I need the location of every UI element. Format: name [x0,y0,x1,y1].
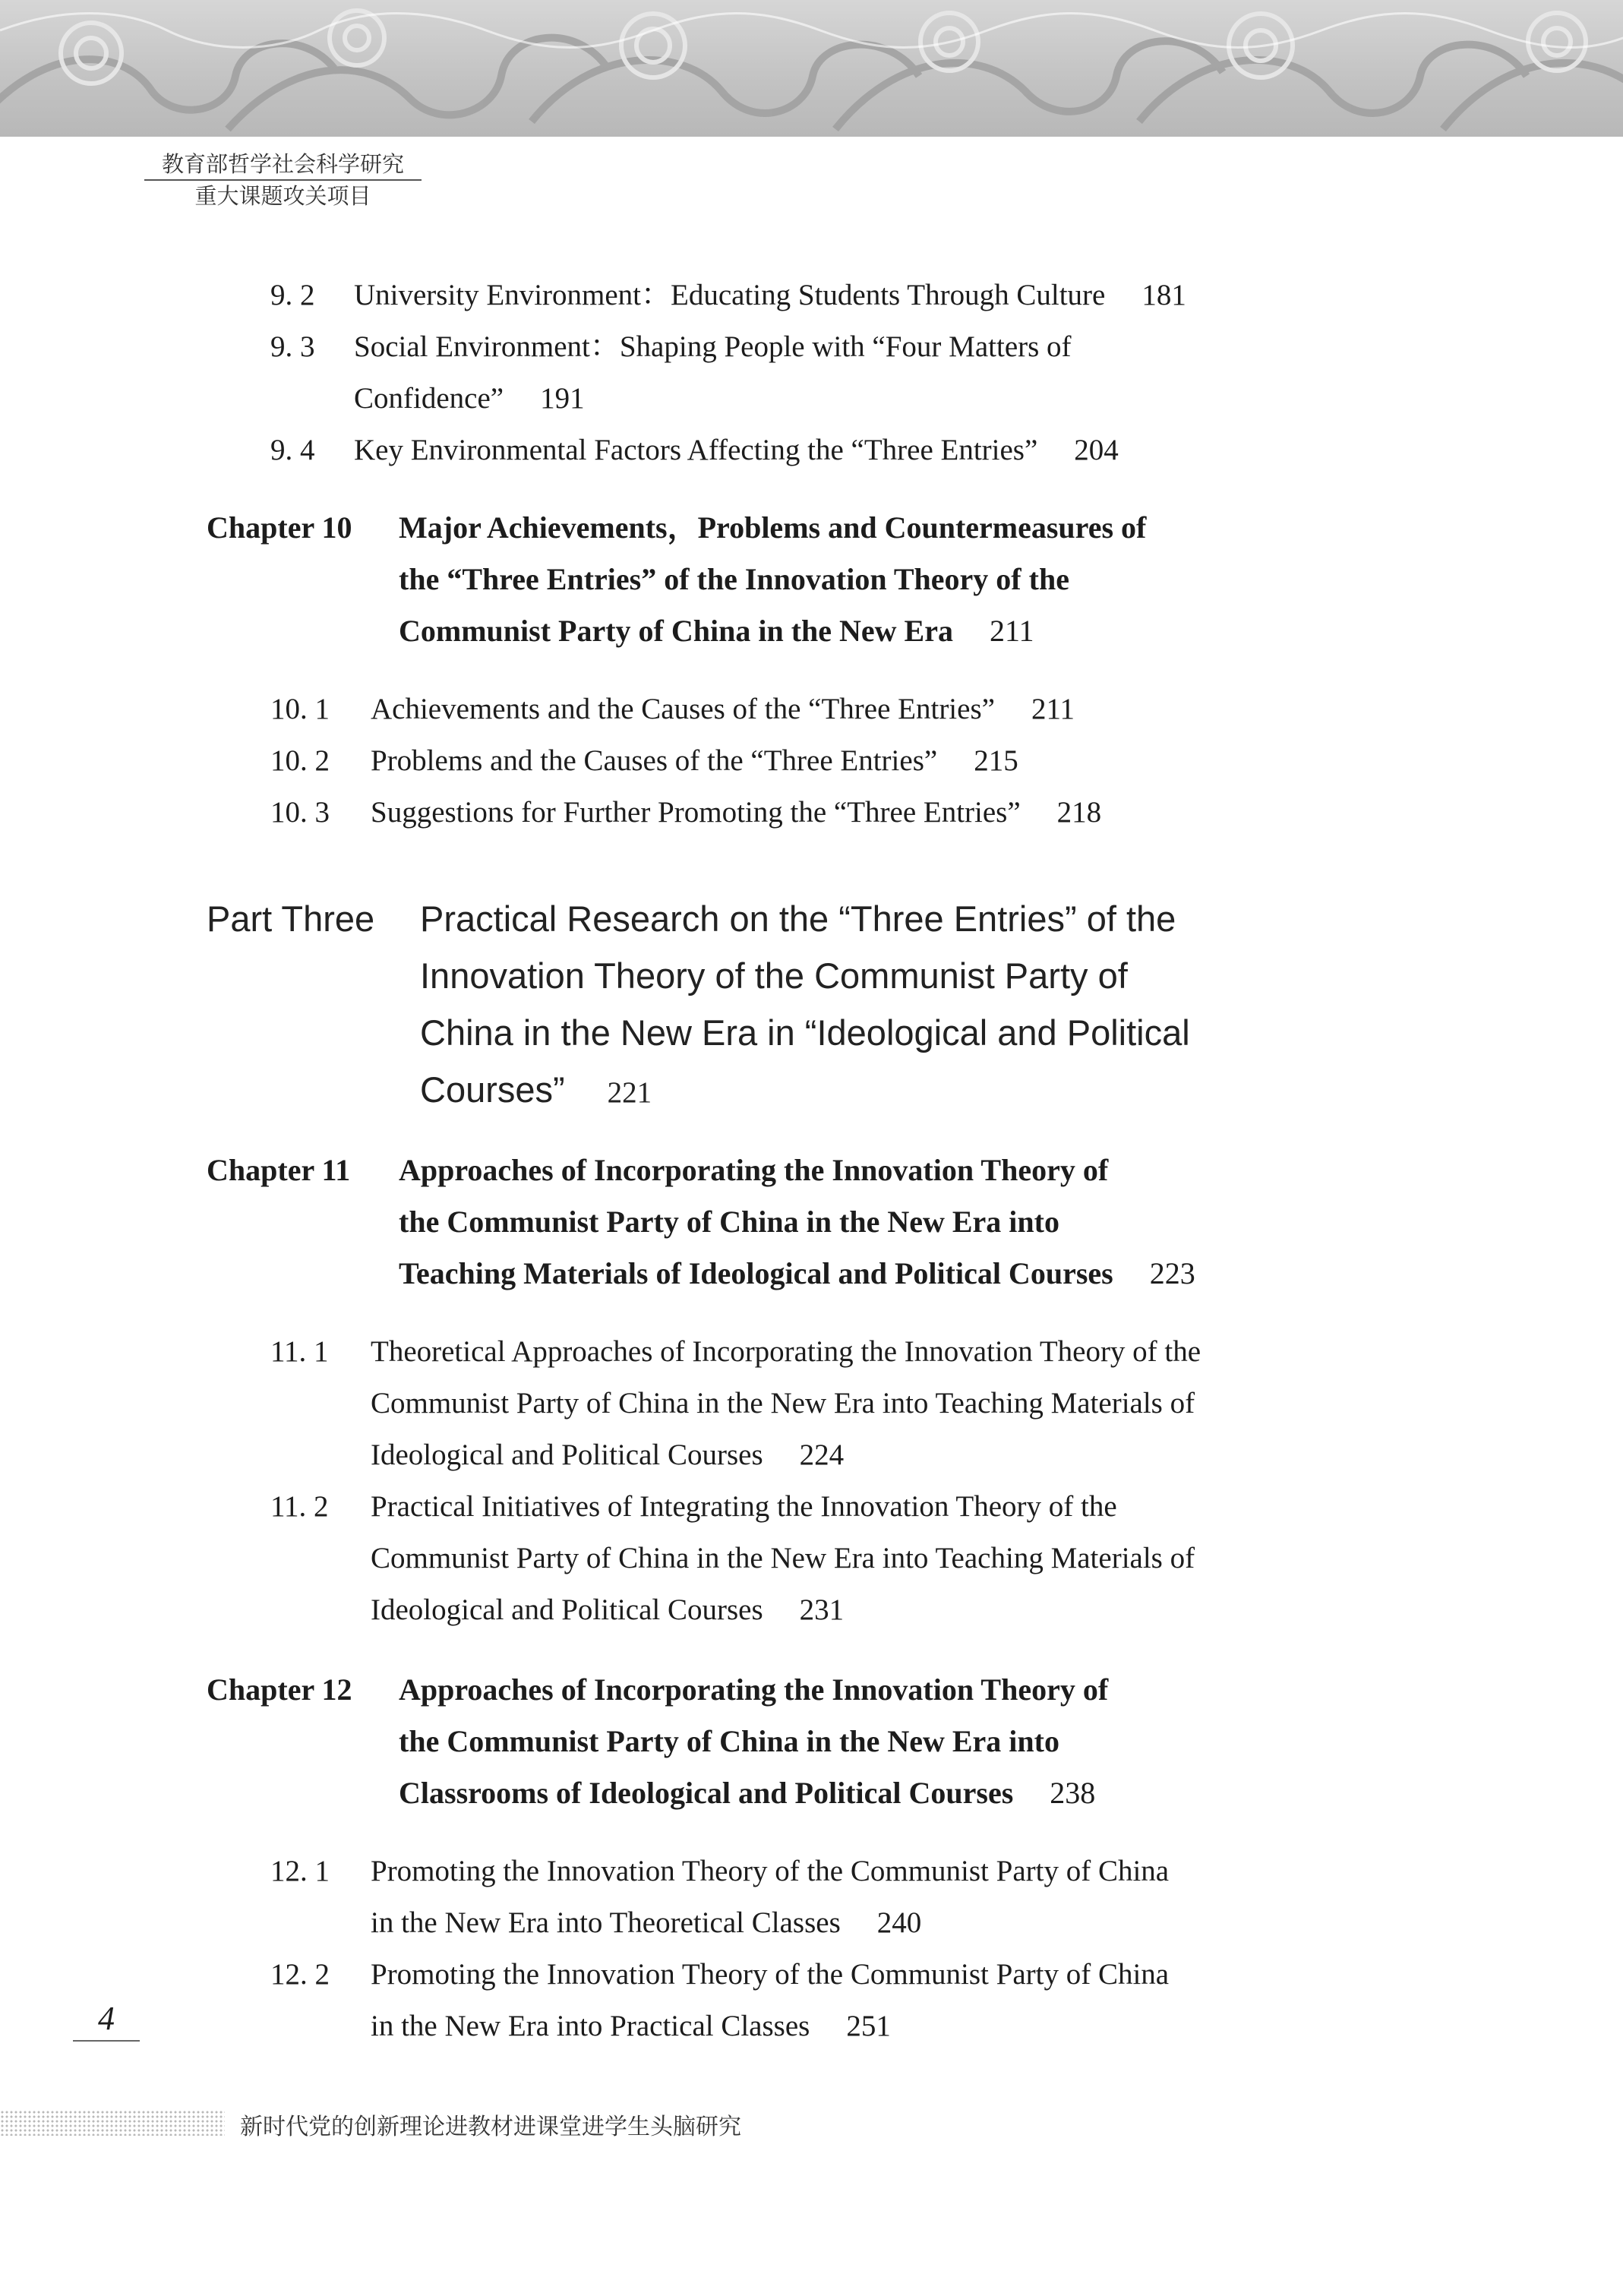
page-number: 211 [1031,693,1075,725]
toc-section-11-1[interactable] [270,1326,1201,1378]
chapter-11-title-1: Approaches of Incorporating the Innovation Theory of [399,1153,1109,1187]
page-number: 221 [607,1076,652,1109]
toc-section-11-1-cont-2: Ideological and Political Courses 224 [371,1439,845,1471]
toc-section-9-4[interactable] [270,425,1119,476]
page-number: 181 [1141,279,1186,311]
toc-section-9-3[interactable] [270,321,1072,373]
section-number: 9. 4 [270,434,315,466]
section-title: University Environment：Educating Students Through Culture 181 [354,279,1186,311]
page-number: 211 [989,614,1034,648]
cloud-pattern-icon [0,0,1623,137]
part-three-label[interactable]: Part Three [207,899,375,939]
chapter-12-title-2: the Communist Party of China in the New Era into [399,1724,1059,1758]
page-number: 240 [876,1906,922,1939]
part-three-title-3: China in the New Era in “Ideological and Political [420,1012,1190,1053]
toc-section-11-2-cont-2: Ideological and Political Courses 231 [371,1593,845,1626]
chapter-10-title-3: Communist Party of China in the New Era 211 [399,614,1034,648]
series-label [144,149,422,211]
chapter-11-title-3: Teaching Materials of Ideological and Political Courses 223 [399,1256,1195,1290]
chapter-10-label[interactable]: Chapter 10 [207,510,352,545]
section-title: Suggestions for Further Promoting the “Three Entries” 218 [371,796,1102,829]
page-number: 204 [1074,434,1119,466]
section-number: 12. 2 [270,1958,330,1991]
section-title-line: Promoting the Innovation Theory of the Communist Party of China [371,1958,1170,1991]
toc-section-12-2[interactable] [270,1949,1170,2001]
page-number: 251 [846,2010,891,2042]
chapter-12-title-1: Approaches of Incorporating the Innovation Theory of [399,1672,1109,1707]
section-title: Key Environmental Factors Affecting the “Three Entries” 204 [354,434,1119,466]
chapter-12-title-3: Classrooms of Ideological and Political Courses 238 [399,1776,1096,1810]
page-number: 218 [1056,796,1102,829]
section-number: 12. 1 [270,1855,330,1887]
section-title-line: Promoting the Innovation Theory of the Communist Party of China [371,1855,1170,1887]
section-number: 11. 1 [270,1335,329,1368]
section-number: 10. 3 [270,796,330,829]
part-three-title-4: Courses” 221 [420,1069,652,1110]
section-title: Problems and the Causes of the “Three Entries” 215 [371,744,1018,777]
chapter-12-label[interactable]: Chapter 12 [207,1672,352,1707]
running-footer-title: 新时代党的创新理论进教材进课堂进学生头脑研究 [240,2114,741,2140]
toc-section-12-1[interactable] [270,1846,1170,1897]
toc-section-10-3[interactable] [270,787,1102,838]
section-number: 9. 3 [270,330,315,363]
toc-section-11-1-cont-1: Communist Party of China in the New Era into Teaching Materials of [371,1387,1195,1420]
toc-section-12-2-cont: in the New Era into Practical Classes 251 [371,2010,891,2042]
chapter-10-title-1: Major Achievements，Problems and Countermeasures of [399,510,1147,545]
series-line-1: 教育部哲学社会科学研究 [144,149,422,181]
chapter-11-title-2: the Communist Party of China in the New Era into [399,1205,1059,1239]
page-number: 238 [1050,1776,1096,1810]
footer-dot-pattern [0,2110,225,2136]
part-three-title-1: Practical Research on the “Three Entries” of the [420,899,1176,939]
toc-section-10-1[interactable] [270,684,1075,735]
toc-section-11-2-cont-1: Communist Party of China in the New Era into Teaching Materials of [371,1542,1195,1574]
toc-section-9-2[interactable] [270,270,1186,321]
section-number: 9. 2 [270,279,315,311]
part-three-title-2: Innovation Theory of the Communist Party of [420,955,1128,996]
cloud-pattern-banner [0,0,1623,137]
page-number: 191 [540,382,585,415]
toc-section-10-2[interactable] [270,735,1018,787]
page-number: 231 [799,1593,845,1626]
toc-section-9-3-cont: Confidence” 191 [354,382,585,415]
chapter-11-label[interactable]: Chapter 11 [207,1153,351,1187]
page-number: 215 [974,744,1018,777]
section-title: Achievements and the Causes of the “Three Entries” 211 [371,693,1075,725]
page-number: 223 [1149,1256,1195,1290]
series-line-2: 重大课题攻关项目 [194,183,371,209]
section-title-line: Practical Initiatives of Integrating the Innovation Theory of the [371,1490,1117,1523]
chapter-10-title-2: the “Three Entries” of the Innovation Theory of the [399,562,1069,596]
toc-section-12-1-cont: in the New Era into Theoretical Classes 240 [371,1906,922,1939]
section-number: 10. 1 [270,693,330,725]
page-number: 224 [799,1439,845,1471]
section-title-line: Theoretical Approaches of Incorporating the Innovation Theory of the [371,1335,1201,1368]
folio-page-number: 4 [73,1998,140,2042]
section-number: 11. 2 [270,1490,329,1523]
section-title-line: Social Environment：Shaping People with “Four Matters of [354,330,1072,363]
section-number: 10. 2 [270,744,330,777]
toc-section-11-2[interactable] [270,1481,1117,1533]
